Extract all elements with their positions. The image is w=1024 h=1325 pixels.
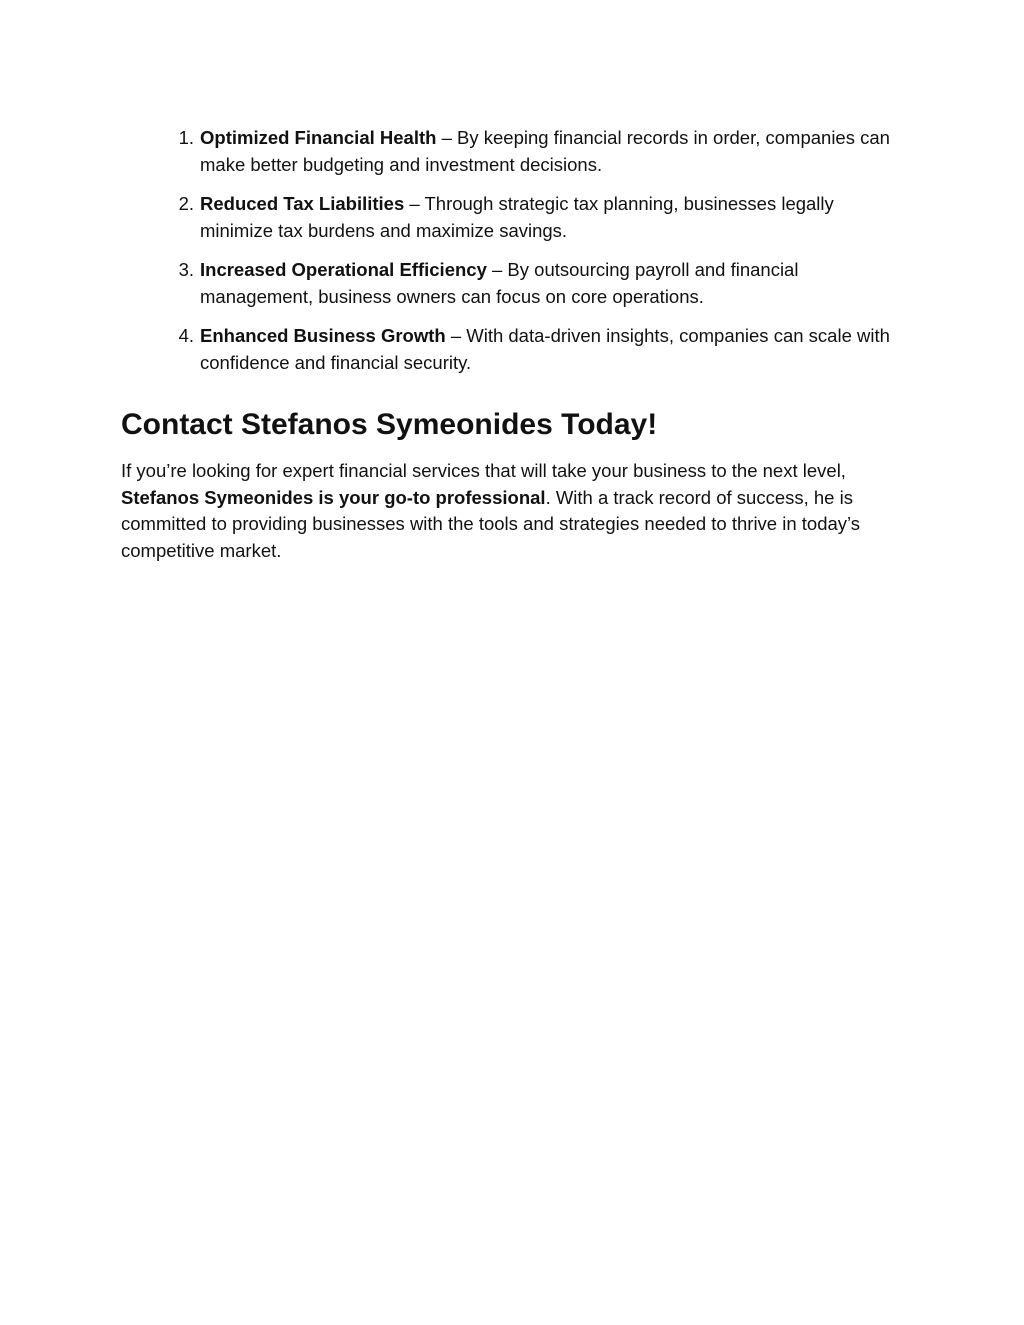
contact-paragraph-highlight: Stefanos Symeonides is your go-to professional: [121, 486, 546, 508]
list-item-text: – With data-driven insights, companies can scale with confidence and financial security.: [200, 325, 890, 373]
list-item: [178, 125, 900, 178]
contact-heading: Contact Stefanos Symeonides Today!: [121, 408, 658, 441]
list-item: [178, 191, 900, 244]
list-item-title: Optimized Financial Health: [200, 127, 437, 148]
list-item-title: Enhanced Business Growth: [200, 325, 446, 346]
list-item-text: – By outsourcing payroll and financial management, business owners can focus on core operations.: [200, 259, 799, 307]
list-item-text: – Through strategic tax planning, businesses legally minimize tax burdens and maximize savings.: [200, 193, 834, 241]
list-item-number: 3.: [178, 259, 194, 280]
list-item-number: 4.: [178, 325, 194, 346]
contact-paragraph: [121, 458, 901, 564]
list-item-number: 1.: [178, 127, 194, 148]
list-item-text: – By keeping financial records in order, companies can make better budgeting and investment decisions.: [200, 127, 890, 175]
contact-paragraph-outro: . With a track record of success, he is committed to providing businesses with the tools and strategies needed to thrive in today’s competitive market.: [121, 486, 861, 561]
list-item-title: Reduced Tax Liabilities: [200, 193, 405, 214]
list-item: [178, 257, 900, 310]
benefits-list: [178, 125, 900, 389]
contact-paragraph-intro: If you’re looking for expert financial services that will take your business to the next level,: [121, 460, 846, 481]
list-item-number: 2.: [178, 193, 194, 214]
list-item: [178, 323, 900, 376]
list-item-title: Increased Operational Efficiency: [200, 259, 487, 280]
